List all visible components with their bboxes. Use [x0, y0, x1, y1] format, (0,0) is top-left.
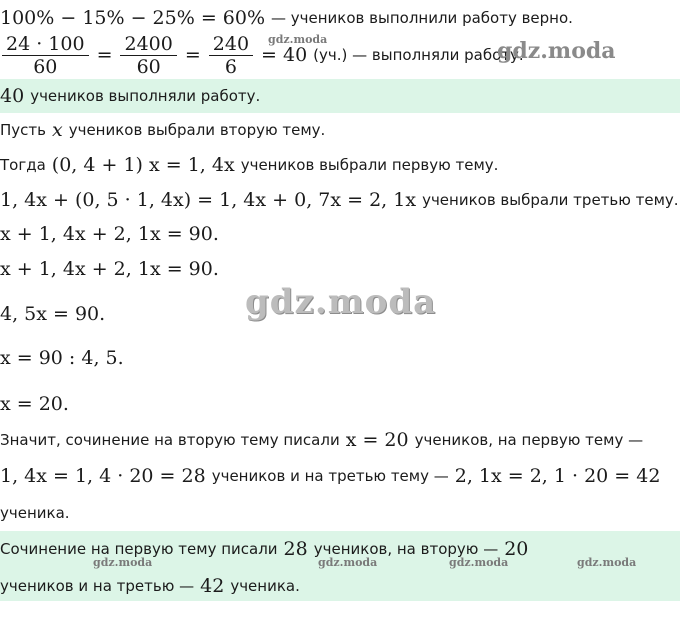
- fraction-3: $\frac{240}{6}$: [209, 33, 253, 78]
- watermark-medium: gdz.moda: [497, 38, 616, 64]
- solution-line-6: 1, 4x + (0, 5 · 1, 4x) = 1, 4x + 0, 7x = 2, 1x учеников выбрали третью тему.: [0, 189, 679, 211]
- equation-1: x + 1, 4x + 2, 1x = 90.: [0, 223, 219, 245]
- solution-line-14: ученика.: [0, 504, 70, 522]
- text-correct: — учеников выполнили работу верно.: [271, 9, 573, 27]
- answer-line-2b: учеников и на третью — 42 ученика.: [0, 575, 300, 597]
- equation-5: x = 20.: [0, 393, 69, 415]
- equation-2: x + 1, 4x + 2, 1x = 90.: [0, 258, 219, 280]
- answer-line-2a: Сочинение на первую тему писали 28 учеников, на вторую — 20: [0, 538, 529, 560]
- watermark-small-5: gdz.moda: [577, 556, 637, 569]
- text-did-work: (уч.) — выполняли работу.: [313, 46, 524, 64]
- equation-3: 4, 5x = 90.: [0, 303, 106, 325]
- equation-4: x = 90 : 4, 5.: [0, 347, 124, 369]
- solution-line-5: Тогда (0, 4 + 1) x = 1, 4x учеников выбрали первую тему.: [0, 154, 499, 176]
- watermark-large: gdz.moda: [245, 282, 437, 322]
- solution-line-2: $\frac{24 \cdot 100}{60}$ = $\frac{2400}{60}$ = $\frac{240}{6}$ = 40 (уч.) — выполняли работу.: [0, 30, 524, 80]
- fraction-1: $\frac{24 \cdot 100}{60}$: [2, 33, 89, 78]
- math-percent: 100% − 15% − 25% = 60%: [0, 7, 266, 29]
- solution-line-1: [0, 5, 573, 31]
- answer-line-1: 40 учеников выполняли работу.: [0, 85, 261, 107]
- watermark-small-2: gdz.moda: [93, 556, 153, 569]
- watermark-small-3: gdz.moda: [318, 556, 378, 569]
- solution-line-12: Значит, сочинение на вторую тему писали x = 20 учеников, на первую тему —: [0, 429, 644, 451]
- math-result: = 40: [261, 44, 308, 66]
- watermark-small-4: gdz.moda: [449, 556, 509, 569]
- watermark-small: gdz.moda: [268, 33, 328, 46]
- solution-line-13: 1, 4x = 1, 4 · 20 = 28 учеников и на третью тему — 2, 1x = 2, 1 · 20 = 42: [0, 465, 661, 487]
- fraction-2: $\frac{2400}{60}$: [120, 33, 176, 78]
- solution-line-4: Пусть x учеников выбрали вторую тему.: [0, 119, 326, 141]
